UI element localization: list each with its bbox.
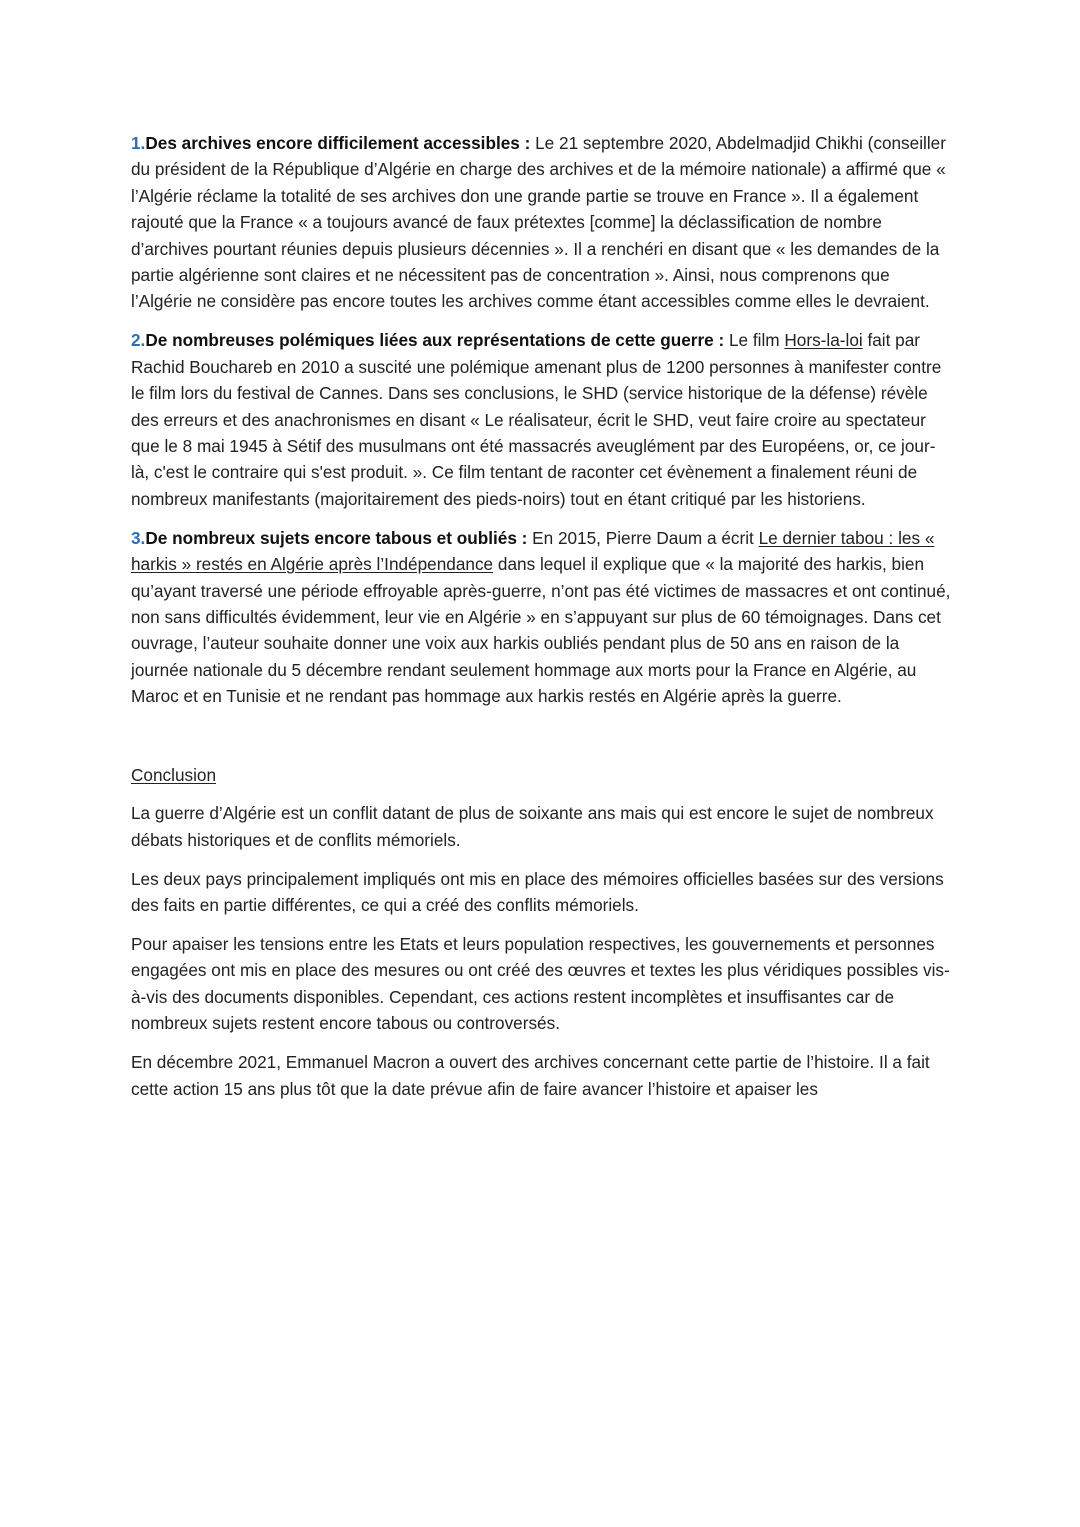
section-heading: Des archives encore difficilement accessibles : bbox=[145, 133, 531, 153]
section-body: Le 21 septembre 2020, Abdelmadjid Chikhi (conseiller du président de la République d’Algérie en charge des archives et de la mémoire nationale) a affirmé que « l’Algérie réclame la totalité de ses archives don une grande partie se trouve en France ». Il a également rajouté que la France « a toujours avancé de faux prétextes [comme] la déclassification de nombre d’archives pourtant réunies depuis plusieurs décennies ». Il a renchéri en disant que « les demandes de la partie algérienne sont claires et ne nécessitent pas de concentration ». Ainsi, nous comprenons que l’Algérie ne considère pas encore toutes les archives comme étant accessibles comme elles le devraient. bbox=[131, 133, 946, 312]
section-archives bbox=[131, 130, 951, 315]
section-number: 1. bbox=[131, 133, 146, 153]
section-body-rest: dans lequel il explique que « la majorité des harkis, bien qu’ayant traversé une période effroyable après-guerre, n’ont pas été victimes de massacres et ont continué, non sans difficultés évidemment, leur vie en Algérie » en s’appuyant sur plus de 60 témoignages. Dans cet ouvrage, l’auteur souhaite donner une voix aux harkis oubliés pendant plus de 50 ans en raison de la journée nationale du 5 décembre rendant seulement hommage aux morts pour la France en Algérie, au Maroc et en Tunisie et ne rendant pas hommage aux harkis restés en Algérie après la guerre. bbox=[131, 554, 951, 707]
section-body-rest: fait par Rachid Bouchareb en 2010 a suscité une polémique amenant plus de 1200 personnes à manifester contre le film lors du festival de Cannes. Dans ses conclusions, le SHD (service historique de la défense) révèle des erreurs et des anachronismes en disant « Le réalisateur, écrit le SHD, veut faire croire au spectateur que le 8 mai 1945 à Sétif des musulmans ont été massacrés aveuglément par des Européens, or, ce jour-là, c'est le contraire qui s'est produit. ». Ce film tentant de raconter cet évènement a finalement réuni de nombreux manifestants (majoritairement des pieds-noirs) tout en étant critiqué par les historiens. bbox=[131, 330, 942, 509]
section-spacer bbox=[131, 722, 951, 762]
conclusion-paragraph: Les deux pays principalement impliqués ont mis en place des mémoires officielles basées sur des versions des faits en partie différentes, ce qui a créé des conflits mémoriels. bbox=[131, 868, 944, 916]
section-body-start: Le film bbox=[724, 330, 785, 351]
section-number: 2. bbox=[131, 330, 146, 351]
section-tabous bbox=[131, 525, 951, 710]
section-heading: De nombreuses polémiques liées aux représentations de cette guerre : bbox=[145, 330, 725, 351]
film-title: Hors-la-loi bbox=[784, 330, 863, 351]
conclusion-paragraph: Pour apaiser les tensions entre les Etats et leurs population respectives, les gouvernements et personnes engagées ont mis en place des mesures ou ont créé des œuvres et textes les plus véridiques possibles vis-à-vis des documents disponibles. Cependant, ces actions restent incomplètes et insuffisantes car de nombreux sujets restent encore tabous ou controversés. bbox=[131, 934, 950, 1034]
conclusion-paragraph: La guerre d’Algérie est un conflit datant de plus de soixante ans mais qui est encore le sujet de nombreux débats historiques et de conflits mémoriels. bbox=[131, 803, 934, 850]
conclusion-paragraph: En décembre 2021, Emmanuel Macron a ouvert des archives concernant cette partie de l’histoire. Il a fait cette action 15 ans plus tôt que la date prévue afin de faire avancer l’histoire et apaiser les bbox=[131, 1052, 930, 1099]
book-title: Le dernier tabou : les « harkis » restés en Algérie après l’Indépendance bbox=[131, 527, 935, 575]
conclusion-title: Conclusion bbox=[131, 765, 217, 786]
document-page bbox=[131, 130, 951, 1115]
section-polemiques bbox=[131, 327, 951, 512]
section-heading: De nombreux sujets encore tabous et oubliés : bbox=[145, 527, 528, 548]
section-body-start: En 2015, Pierre Daum a écrit bbox=[527, 527, 759, 548]
section-number: 3. bbox=[131, 527, 146, 548]
